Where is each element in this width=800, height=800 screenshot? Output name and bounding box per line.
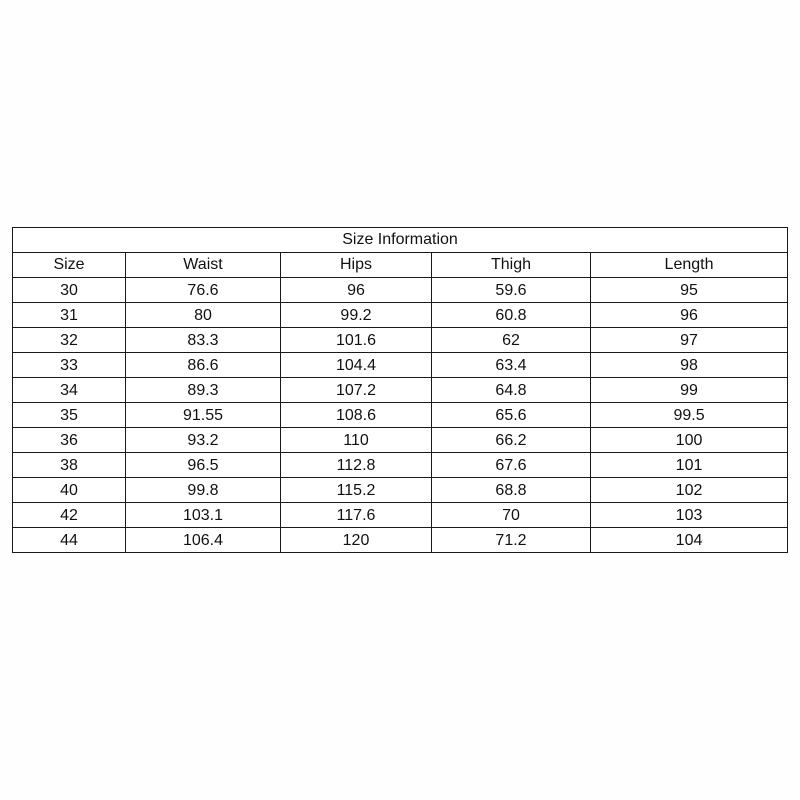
table-row bbox=[13, 278, 788, 303]
table-row bbox=[13, 453, 788, 478]
cell-waist: 89.3 bbox=[126, 378, 281, 403]
cell-waist: 91.55 bbox=[126, 403, 281, 428]
cell-thigh: 62 bbox=[432, 328, 591, 353]
cell-waist: 106.4 bbox=[126, 528, 281, 553]
cell-size: 32 bbox=[13, 328, 126, 353]
cell-hips: 104.4 bbox=[281, 353, 432, 378]
cell-hips: 112.8 bbox=[281, 453, 432, 478]
cell-thigh: 67.6 bbox=[432, 453, 591, 478]
cell-length: 95 bbox=[591, 278, 788, 303]
cell-hips: 115.2 bbox=[281, 478, 432, 503]
cell-hips: 110 bbox=[281, 428, 432, 453]
column-header-size: Size bbox=[13, 253, 126, 278]
cell-waist: 99.8 bbox=[126, 478, 281, 503]
cell-hips: 120 bbox=[281, 528, 432, 553]
table-row bbox=[13, 303, 788, 328]
cell-waist: 83.3 bbox=[126, 328, 281, 353]
cell-size: 36 bbox=[13, 428, 126, 453]
cell-hips: 107.2 bbox=[281, 378, 432, 403]
cell-thigh: 64.8 bbox=[432, 378, 591, 403]
cell-thigh: 65.6 bbox=[432, 403, 591, 428]
table-row bbox=[13, 428, 788, 453]
cell-waist: 93.2 bbox=[126, 428, 281, 453]
cell-length: 99.5 bbox=[591, 403, 788, 428]
column-header-hips: Hips bbox=[281, 253, 432, 278]
cell-size: 30 bbox=[13, 278, 126, 303]
cell-thigh: 68.8 bbox=[432, 478, 591, 503]
cell-length: 100 bbox=[591, 428, 788, 453]
cell-size: 40 bbox=[13, 478, 126, 503]
cell-size: 35 bbox=[13, 403, 126, 428]
cell-length: 103 bbox=[591, 503, 788, 528]
table-row bbox=[13, 353, 788, 378]
column-header-thigh: Thigh bbox=[432, 253, 591, 278]
cell-size: 31 bbox=[13, 303, 126, 328]
cell-size: 33 bbox=[13, 353, 126, 378]
cell-length: 99 bbox=[591, 378, 788, 403]
table-row bbox=[13, 403, 788, 428]
cell-thigh: 71.2 bbox=[432, 528, 591, 553]
size-information-table bbox=[12, 227, 788, 553]
cell-length: 101 bbox=[591, 453, 788, 478]
table-body bbox=[13, 278, 788, 553]
cell-hips: 101.6 bbox=[281, 328, 432, 353]
cell-hips: 99.2 bbox=[281, 303, 432, 328]
cell-waist: 86.6 bbox=[126, 353, 281, 378]
cell-length: 98 bbox=[591, 353, 788, 378]
cell-length: 104 bbox=[591, 528, 788, 553]
cell-thigh: 60.8 bbox=[432, 303, 591, 328]
cell-thigh: 63.4 bbox=[432, 353, 591, 378]
column-header-waist: Waist bbox=[126, 253, 281, 278]
table-header-row bbox=[13, 253, 788, 278]
table-row bbox=[13, 378, 788, 403]
cell-size: 38 bbox=[13, 453, 126, 478]
cell-thigh: 59.6 bbox=[432, 278, 591, 303]
table-title: Size Information bbox=[13, 228, 788, 253]
cell-hips: 108.6 bbox=[281, 403, 432, 428]
cell-length: 102 bbox=[591, 478, 788, 503]
cell-hips: 117.6 bbox=[281, 503, 432, 528]
cell-length: 97 bbox=[591, 328, 788, 353]
table-row bbox=[13, 478, 788, 503]
cell-size: 44 bbox=[13, 528, 126, 553]
cell-size: 34 bbox=[13, 378, 126, 403]
cell-waist: 103.1 bbox=[126, 503, 281, 528]
table-row bbox=[13, 328, 788, 353]
cell-length: 96 bbox=[591, 303, 788, 328]
cell-thigh: 66.2 bbox=[432, 428, 591, 453]
table-title-row bbox=[13, 228, 788, 253]
cell-waist: 76.6 bbox=[126, 278, 281, 303]
cell-hips: 96 bbox=[281, 278, 432, 303]
table-row bbox=[13, 528, 788, 553]
column-header-length: Length bbox=[591, 253, 788, 278]
cell-thigh: 70 bbox=[432, 503, 591, 528]
cell-size: 42 bbox=[13, 503, 126, 528]
cell-waist: 96.5 bbox=[126, 453, 281, 478]
table-row bbox=[13, 503, 788, 528]
cell-waist: 80 bbox=[126, 303, 281, 328]
